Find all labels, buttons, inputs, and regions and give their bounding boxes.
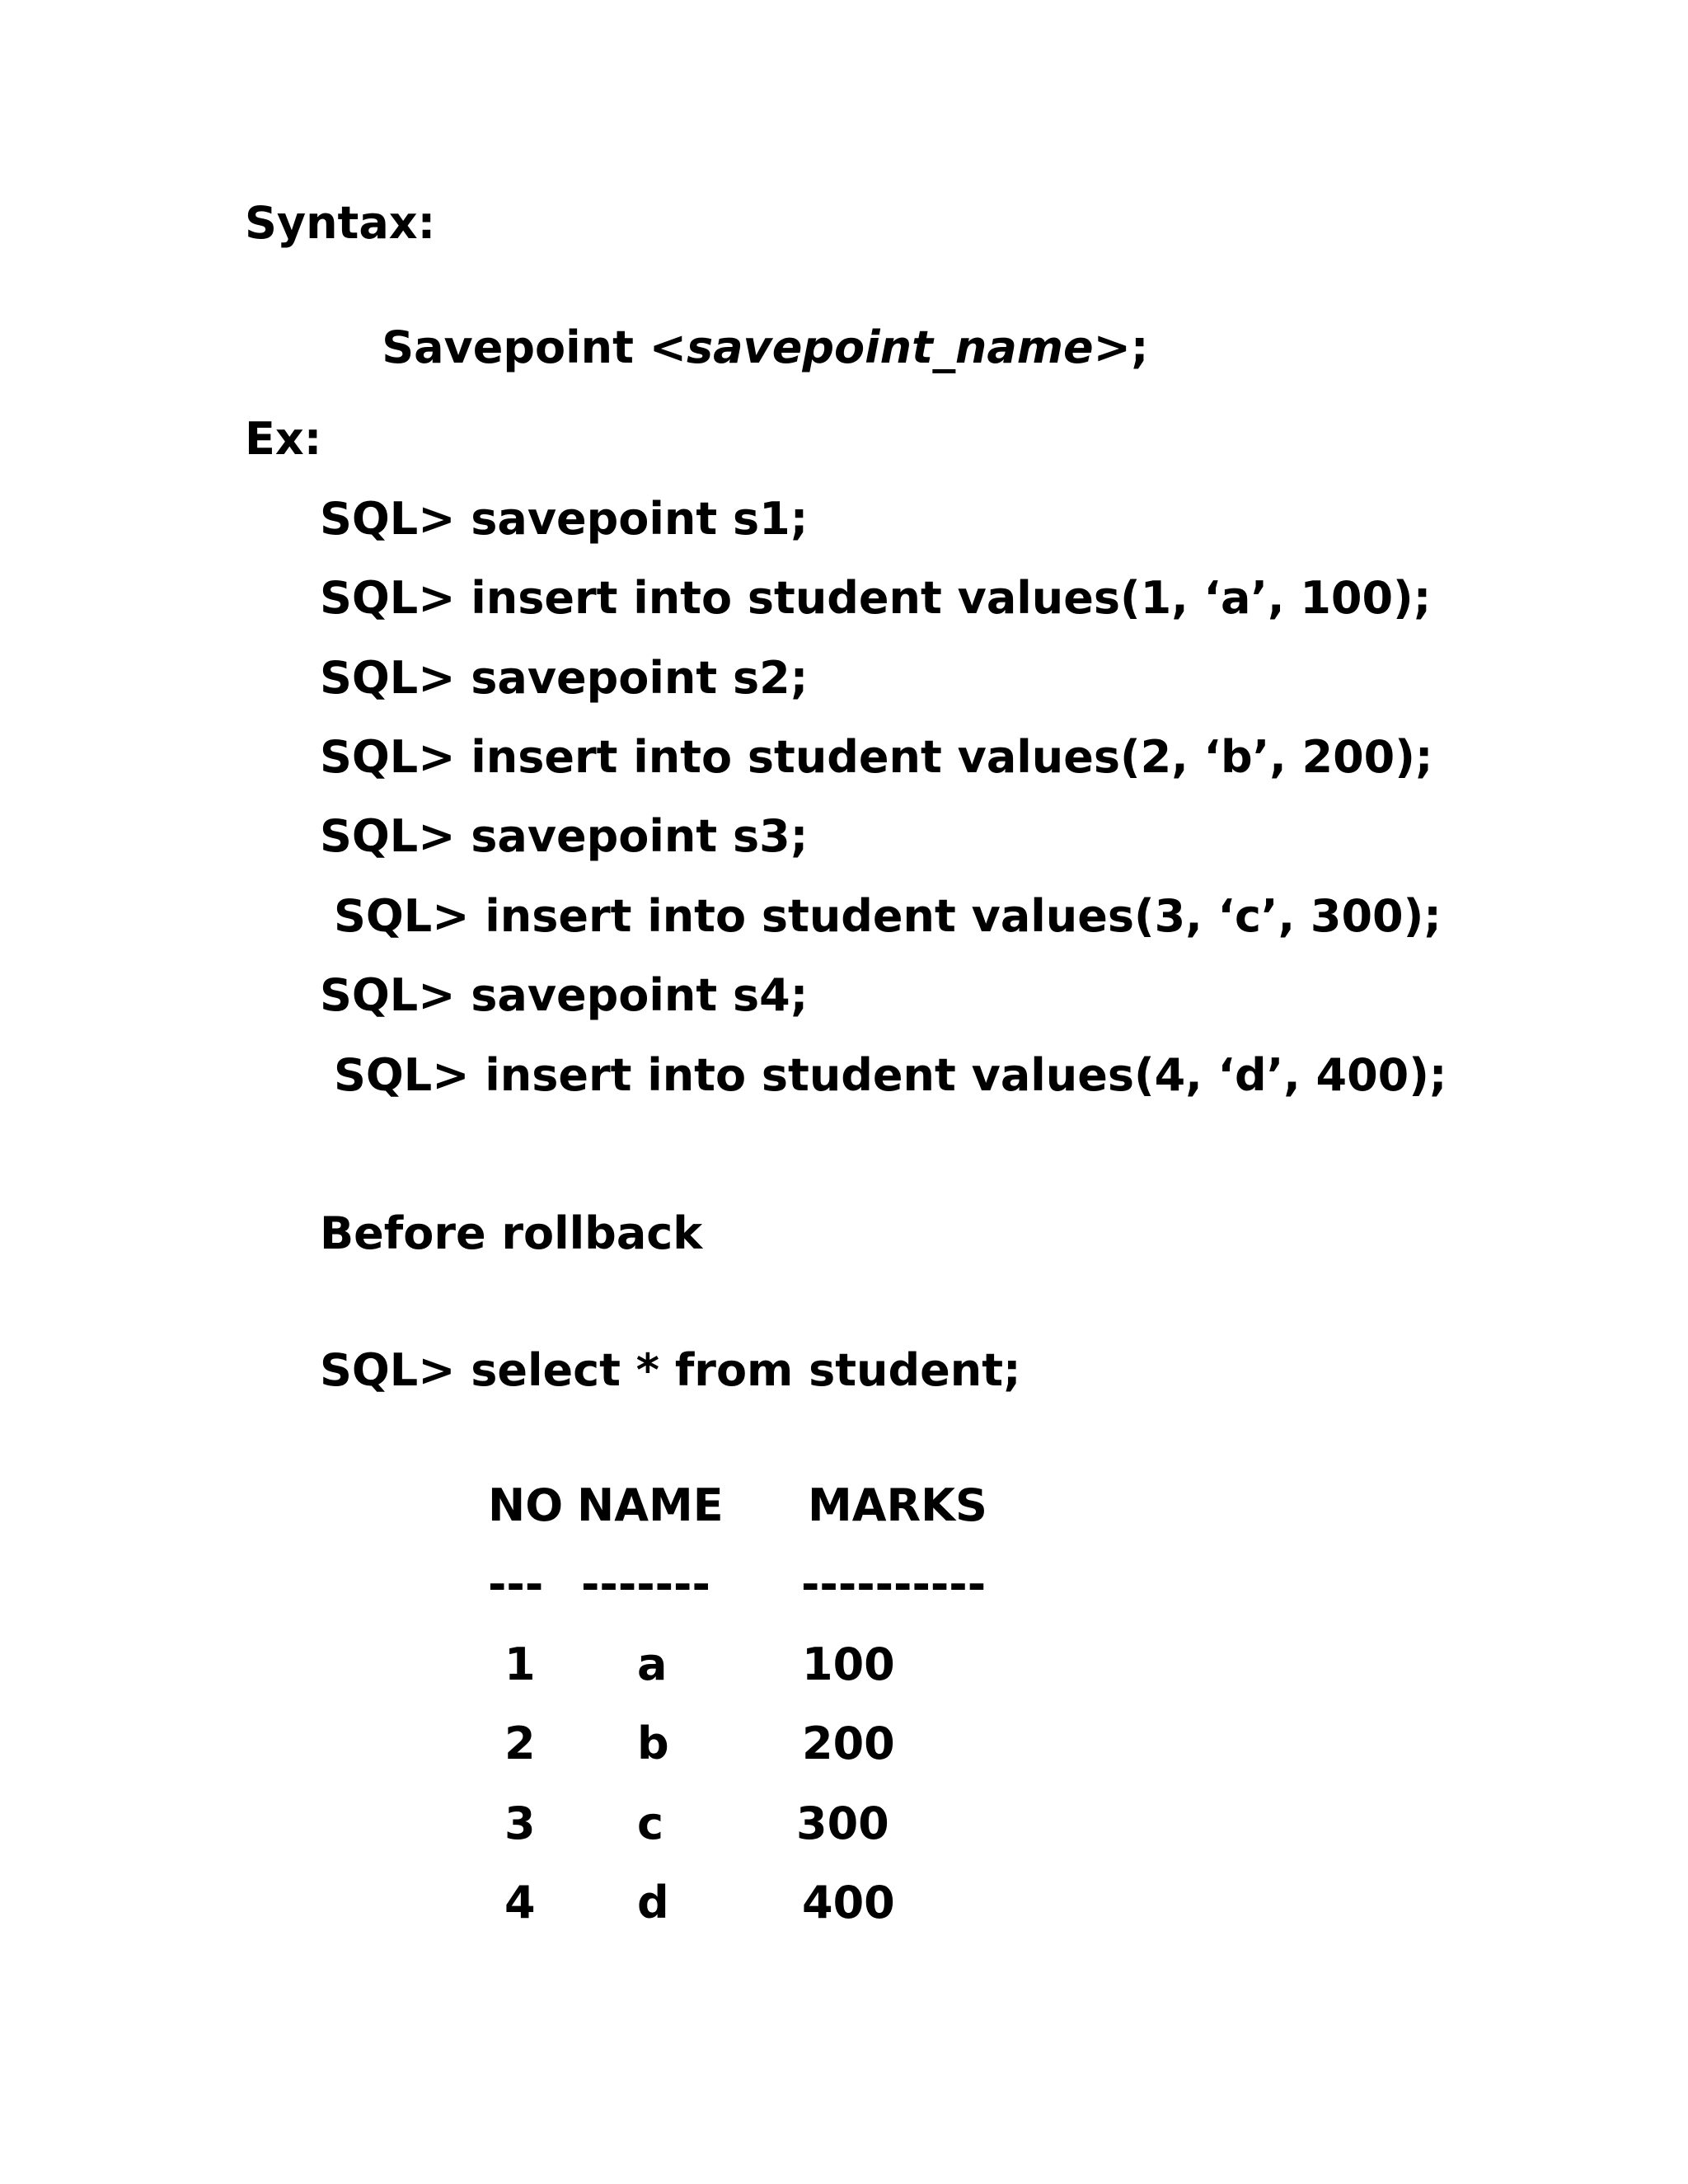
cell-name: a	[637, 1638, 668, 1690]
example-line: SQL> insert into student values(4, ‘d’, 400);	[334, 1049, 1447, 1101]
syntax-keyword: Savepoint	[382, 321, 634, 373]
syntax-statement	[320, 281, 1149, 415]
cell-no: 4	[504, 1877, 536, 1929]
example-line: SQL> savepoint s1;	[320, 493, 809, 545]
separator-name: -------	[581, 1558, 710, 1610]
separator-no: ---	[488, 1558, 544, 1610]
cell-marks: 200	[802, 1718, 895, 1769]
syntax-close-bracket: >;	[1093, 321, 1149, 373]
separator-marks: ----------	[801, 1558, 987, 1610]
cell-marks: 300	[796, 1797, 889, 1849]
example-line: SQL> insert into student values(3, ‘c’, 300);	[334, 890, 1442, 942]
syntax-open-bracket: <	[649, 321, 687, 373]
syntax-parameter: savepoint_name	[686, 321, 1094, 373]
before-rollback-label: Before rollback	[320, 1207, 703, 1259]
header-no: NO	[488, 1479, 564, 1531]
example-heading: Ex:	[245, 413, 322, 465]
cell-no: 1	[504, 1638, 536, 1690]
cell-no: 3	[504, 1797, 536, 1849]
header-marks: MARKS	[808, 1479, 987, 1531]
example-line: SQL> savepoint s2;	[320, 652, 809, 704]
syntax-heading: Syntax:	[245, 197, 436, 249]
example-line: SQL> savepoint s3;	[320, 810, 809, 862]
cell-no: 2	[504, 1718, 536, 1769]
cell-name: d	[637, 1877, 669, 1929]
header-name: NAME	[577, 1479, 724, 1531]
cell-marks: 100	[802, 1638, 895, 1690]
cell-marks: 400	[802, 1877, 895, 1929]
example-line: SQL> insert into student values(2, ‘b’, 200);	[320, 731, 1433, 783]
example-line: SQL> insert into student values(1, ‘a’, 100);	[320, 572, 1432, 624]
cell-name: b	[637, 1718, 669, 1769]
cell-name: c	[637, 1797, 664, 1849]
example-line: SQL> savepoint s4;	[320, 969, 809, 1021]
select-query: SQL> select * from student;	[320, 1344, 1021, 1396]
